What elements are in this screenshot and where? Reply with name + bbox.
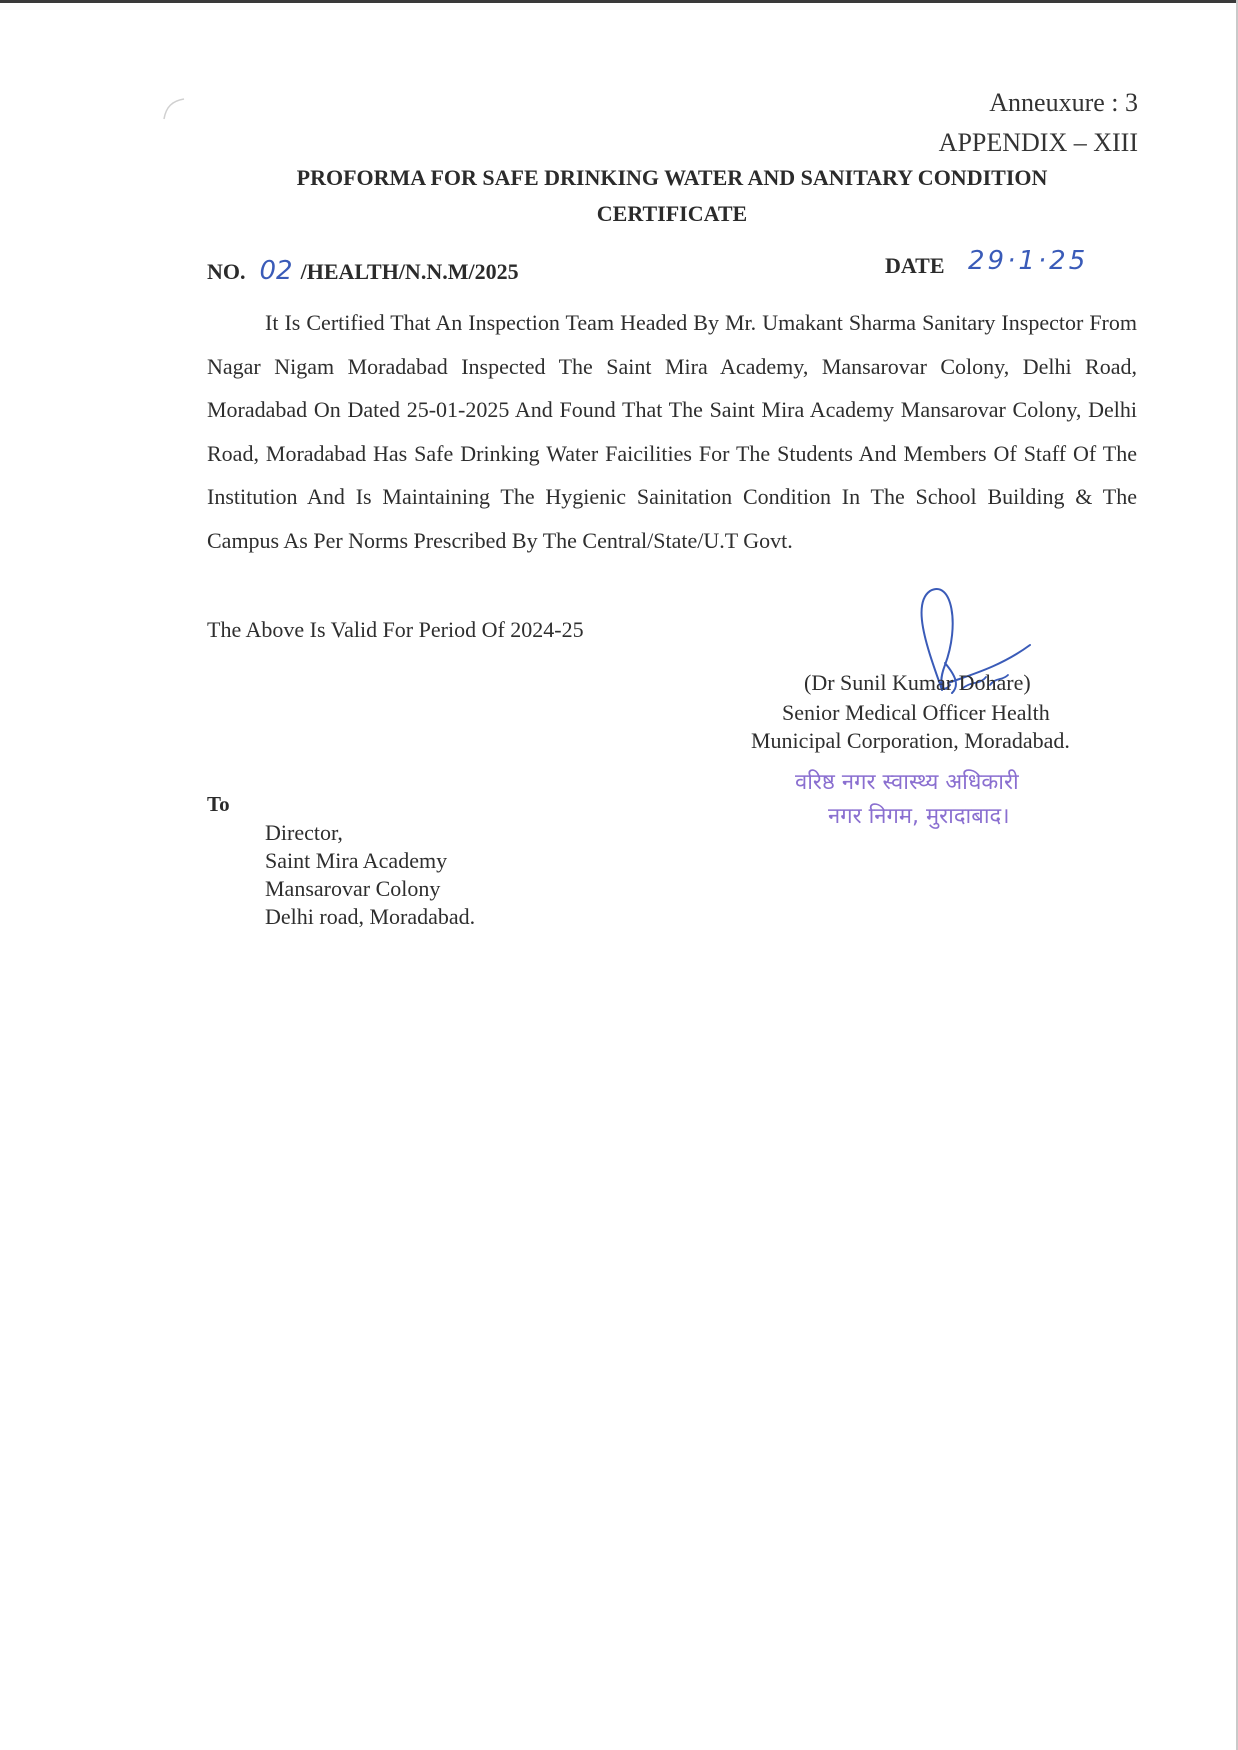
recipient-line2: Saint Mira Academy: [265, 848, 448, 873]
recipient-line1: Director,: [265, 820, 343, 845]
scan-mark-icon: [160, 95, 190, 125]
reference-number-suffix: /HEALTH/N.N.M/2025: [300, 259, 519, 284]
reference-number-handwritten: 02: [259, 256, 293, 286]
certificate-body: It Is Certified That An Inspection Team Headed By Mr. Umakant Sharma Sanitary Inspector From Nagar Nigam Moradabad Inspected The Saint Mira Academy, Mansarovar Colony, Delhi Road, Moradabad On Dated 25-01-2025 And Found That The Saint Mira Academy Mansarovar Colony, Delhi Road, Moradabad Has Safe Drinking Water Faicilities For The Students And Members Of Staff Of The Institution And Is Maintaining The Hygienic Sainitation Condition In The School Building & The Campus As Per Norms Prescribed By The Central/State/U.T Govt.: [207, 310, 1137, 553]
signatory-name: (Dr Sunil Kumar Dohare): [804, 670, 1031, 695]
validity-statement: The Above Is Valid For Period Of 2024-25: [207, 617, 584, 642]
appendix-label: APPENDIX – XIII: [938, 128, 1138, 157]
reference-number: [207, 256, 519, 286]
scan-top-edge: [0, 0, 1238, 3]
recipient-line3: Mansarovar Colony: [265, 876, 441, 901]
annexure-label: Anneuxure : 3: [989, 88, 1138, 117]
reference-number-label: NO.: [207, 259, 246, 284]
signatory-organization: Municipal Corporation, Moradabad.: [751, 728, 1070, 753]
document-title-line2: CERTIFICATE: [596, 201, 748, 226]
signatory-designation: Senior Medical Officer Health: [782, 700, 1050, 725]
date-handwritten: 29·1·25: [968, 246, 1089, 276]
official-stamp-line1: वरिष्ठ नगर स्वास्थ्य अधिकारी: [795, 770, 1019, 795]
document-title-line1: PROFORMA FOR SAFE DRINKING WATER AND SANITARY CONDITION: [296, 165, 1048, 190]
recipient-to-label: To: [207, 792, 230, 816]
recipient-line4: Delhi road, Moradabad.: [265, 904, 476, 929]
official-stamp-line2: नगर निगम, मुरादाबाद।: [828, 804, 1010, 829]
date-label: DATE: [885, 253, 945, 278]
